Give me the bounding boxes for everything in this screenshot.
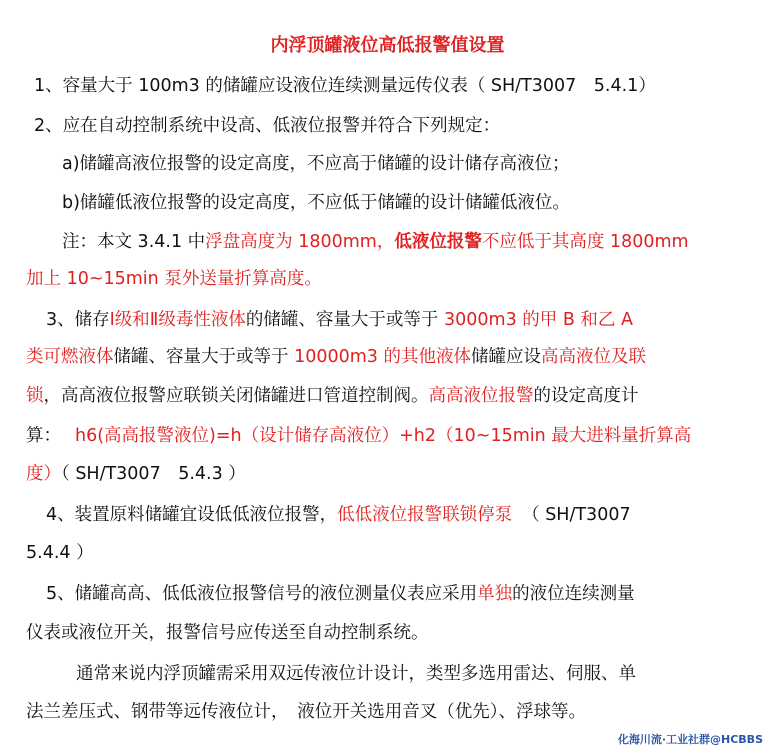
item-2b [0,191,775,215]
item-3-highlight: 高高液位报警 [428,386,534,406]
item-4-text: 4、装置原料储罐宜设低低液位报警， [46,505,338,525]
item-3-reference: （ SH/T3007 5.4.3 ） [61,464,246,484]
summary-text: 通常来说内浮顶罐需采用双远传液位计设计，类型多选用雷达、伺服、单 [76,664,636,684]
note-text: 注：本文 3.4.1 中 [62,232,206,252]
item-3-line-4 [0,424,775,448]
item-2b-text: b)储罐低液位报警的设定高度，不应低于储罐的设计储罐低液位。 [62,193,570,213]
document-title: 内浮顶罐液位高低报警值设置 [270,35,505,56]
item-3-line-3 [0,384,775,408]
note-highlight: 浮盘高度为 1800mm， [205,232,395,252]
item-3-highlight: 10000m3 的其他液体 [294,347,471,367]
item-1 [0,74,775,98]
summary-line-1 [0,662,775,686]
item-2a-text: a)储罐高液位报警的设定高度，不应高于储罐的设计储存高液位； [62,154,570,174]
item-3-highlight: 度） [26,464,61,484]
item-5-text: 5、储罐高高、低低液位报警信号的液位测量仪表应采用 [46,584,478,604]
note-line-1 [0,230,775,254]
item-3-text: 的设定高度计 [533,386,639,406]
item-3-line-2 [0,345,775,369]
item-3-formula: h6(高高报警液位)=h（设计储存高液位）+h2（10~15min 最大进料量折算高 [75,426,692,446]
item-3-line-5 [0,462,775,486]
item-3-text: 储罐应设 [470,347,541,367]
note-line-2 [0,267,775,291]
item-3-line-1 [0,308,775,332]
item-5-line-2 [0,621,775,645]
item-4-line-1 [0,503,775,527]
item-5-text: 的液位连续测量 [512,584,635,604]
summary-text: 法兰差压式、钢带等远传液位计， 液位开关选用音叉（优先）、浮球等。 [26,702,586,722]
item-3-text: 算： [26,426,61,446]
item-4-reference: 5.4.4 ） [26,543,94,563]
item-2a [0,152,775,176]
item-3-highlight: 锁 [26,386,44,406]
item-3-highlight: 类可燃液体 [26,347,114,367]
item-1-text: 1、容量大于 100m3 的储罐应设液位连续测量远传仪表（ SH/T3007 5.4.1） [34,76,656,96]
summary-line-2 [0,700,775,724]
item-5-text: 仪表或液位开关，报警信号应传送至自动控制系统。 [26,623,429,643]
item-3-text: ，高高液位报警应联锁关闭储罐进口管道控制阀。 [43,386,429,406]
note-highlight: 加上 10~15min 泵外送量折算高度。 [26,269,322,289]
item-4-highlight: 低低液位报警联锁停泵 [337,505,513,525]
note-highlight: 不应低于其高度 1800mm [481,232,689,252]
watermark: 化海川流·工业社群@HCBBS [617,733,763,746]
note-highlight-bold: 低液位报警 [394,232,482,252]
item-3-highlight: 高高液位及联 [540,347,646,367]
item-2-text: 2、应在自动控制系统中设高、低液位报警并符合下列规定： [34,116,501,136]
item-3-text: 3、储存 [46,310,110,330]
item-2 [0,114,775,138]
item-4-line-2 [0,541,775,565]
item-5-highlight: 单独 [477,584,513,604]
item-4-reference: （ SH/T3007 [522,505,631,525]
item-3-highlight: Ⅰ级和Ⅱ级毒性液体 [109,310,246,330]
item-3-highlight: 3000m3 的甲 B 和乙 A [443,310,633,330]
item-5-line-1 [0,582,775,606]
item-3-text: 储罐、容量大于或等于 [113,347,295,367]
item-3-text: 的储罐、容量大于或等于 [245,310,444,330]
